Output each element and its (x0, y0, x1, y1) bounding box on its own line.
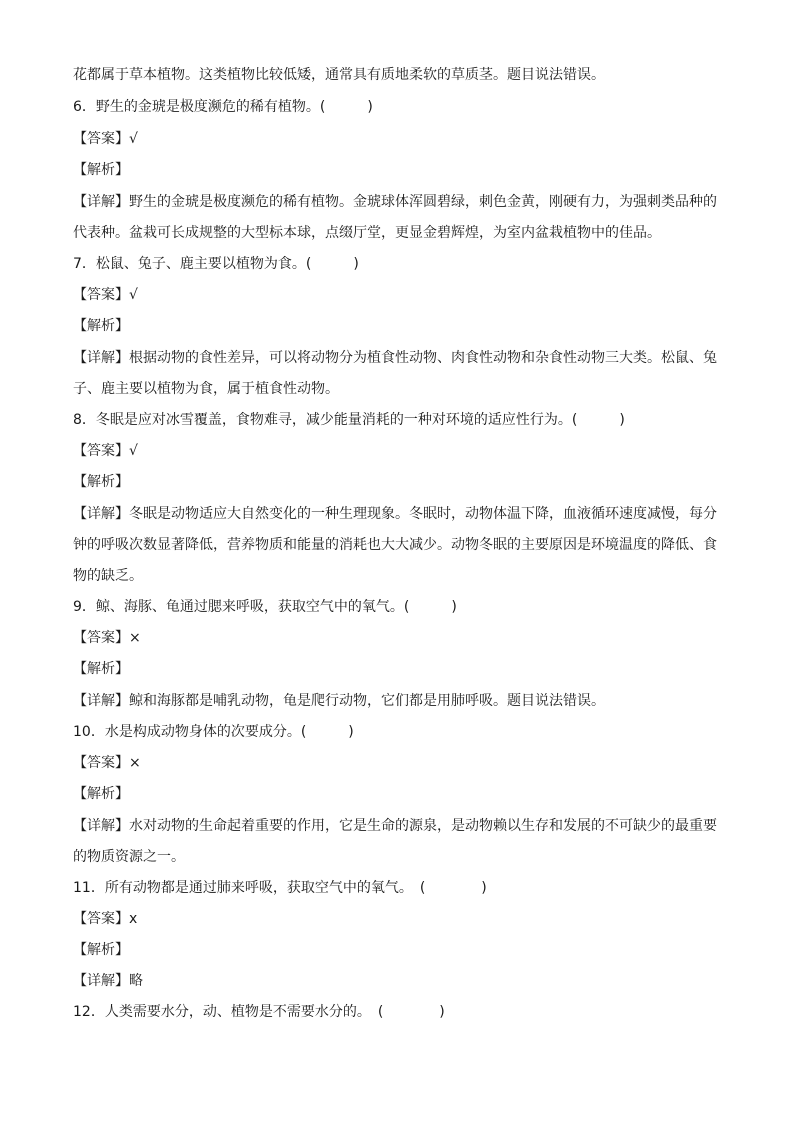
detail-6-line-1: 【详解】野生的金琥是极度濒危的稀有植物。金琥球体浑圆碧绿，刺色金黄，刚硬有力，为强刺类品种的 (73, 194, 717, 210)
detail-8-line-1: 【详解】冬眠是动物适应大自然变化的一种生理现象。冬眠时，动物体温下降，血液循环速度减慢，每分 (73, 506, 717, 522)
analysis-10: 【解析】 (73, 786, 129, 802)
answer-11: 【答案】x (73, 911, 138, 927)
detail-9: 【详解】鲸和海豚都是哺乳动物，龟是爬行动物，它们都是用肺呼吸。题目说法错误。 (73, 693, 605, 709)
analysis-8: 【解析】 (73, 474, 129, 490)
answer-8: 【答案】√ (73, 443, 138, 459)
detail-8-line-3: 物的缺乏。 (73, 568, 143, 584)
answer-10: 【答案】× (73, 755, 141, 771)
detail-10-line-2: 的物质资源之一。 (73, 849, 185, 865)
detail-7-line-2: 子、鹿主要以植物为食，属于植食性动物。 (73, 381, 339, 397)
question-9: 9．鲸、海豚、龟通过腮来呼吸，获取空气中的氧气。( ) (73, 599, 457, 615)
question-8: 8．冬眠是应对冰雪覆盖，食物难寻，减少能量消耗的一种对环境的适应性行为。( ) (73, 412, 625, 428)
question-10: 10．水是构成动物身体的次要成分。( ) (73, 724, 354, 740)
analysis-7: 【解析】 (73, 318, 129, 334)
answer-9: 【答案】× (73, 630, 141, 646)
question-11: 11．所有动物都是通过肺来呼吸，获取空气中的氧气。 ( ) (73, 880, 487, 896)
answer-6: 【答案】√ (73, 131, 138, 147)
analysis-11: 【解析】 (73, 942, 129, 958)
detail-6-line-2: 代表种。盆栽可长成规整的大型标本球，点缀厅堂，更显金碧辉煌，为室内盆栽植物中的佳品。 (73, 225, 661, 241)
analysis-9: 【解析】 (73, 661, 129, 677)
analysis-6: 【解析】 (73, 162, 129, 178)
detail-11: 【详解】略 (73, 973, 143, 989)
detail-8-line-2: 钟的呼吸次数显著降低，营养物质和能量的消耗也大大减少。动物冬眠的主要原因是环境温度的降低、食 (73, 537, 717, 553)
answer-7: 【答案】√ (73, 287, 138, 303)
detail-10-line-1: 【详解】水对动物的生命起着重要的作用，它是生命的源泉，是动物赖以生存和发展的不可缺少的最重要 (73, 818, 717, 834)
question-6: 6．野生的金琥是极度濒危的稀有植物。( ) (73, 99, 373, 115)
question-7: 7．松鼠、兔子、鹿主要以植物为食。( ) (73, 256, 359, 272)
detail-7-line-1: 【详解】根据动物的食性差异，可以将动物分为植食性动物、肉食性动物和杂食性动物三大类。松鼠、兔 (73, 350, 717, 366)
text-line: 花都属于草本植物。这类植物比较低矮，通常具有质地柔软的草质茎。题目说法错误。 (73, 67, 605, 83)
question-12: 12．人类需要水分，动、植物是不需要水分的。 ( ) (73, 1004, 445, 1020)
